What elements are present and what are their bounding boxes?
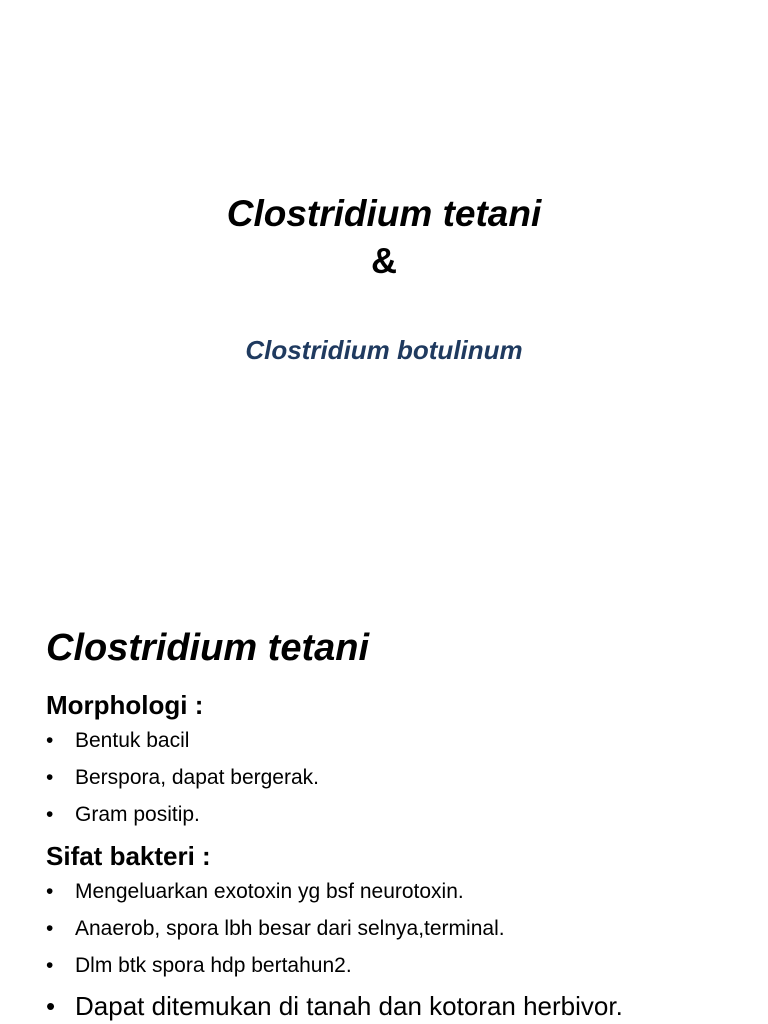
list-item-text: Gram positip. bbox=[75, 803, 200, 826]
bullet-icon: • bbox=[46, 991, 56, 1021]
sifat-bakteri-list bbox=[46, 879, 623, 1024]
list-item bbox=[46, 953, 623, 979]
bullet-icon: • bbox=[46, 954, 54, 977]
morphologi-list bbox=[46, 728, 319, 839]
bullet-icon: • bbox=[46, 917, 54, 940]
list-item-text: Bentuk bacil bbox=[75, 729, 190, 752]
list-item-text: Dapat ditemukan di tanah dan kotoran herbivor. bbox=[75, 991, 623, 1021]
list-item-text: Mengeluarkan exotoxin yg bsf neurotoxin. bbox=[75, 880, 464, 903]
list-item bbox=[46, 990, 623, 1022]
list-item-text: Dlm btk spora hdp bertahun2. bbox=[75, 954, 352, 977]
slide-subtitle: Clostridium botulinum bbox=[245, 335, 523, 365]
bullet-icon: • bbox=[46, 729, 54, 752]
list-item bbox=[46, 916, 623, 942]
list-item bbox=[46, 802, 319, 828]
bullet-icon: • bbox=[46, 803, 54, 826]
list-item-text: Berspora, dapat bergerak. bbox=[75, 766, 319, 789]
morphologi-heading: Morphologi : bbox=[46, 690, 204, 720]
content-slide bbox=[0, 576, 768, 1024]
bullet-icon: • bbox=[46, 766, 54, 789]
bullet-icon: • bbox=[46, 880, 54, 903]
slide-title: Clostridium tetani bbox=[226, 193, 542, 234]
list-item bbox=[46, 879, 623, 905]
title-block bbox=[0, 190, 768, 284]
list-item bbox=[46, 728, 319, 754]
sifat-bakteri-heading: Sifat bakteri : bbox=[46, 841, 211, 871]
list-item-text: Anaerob, spora lbh besar dari selnya,terminal. bbox=[75, 917, 505, 940]
content-slide-title: Clostridium tetani bbox=[46, 627, 370, 669]
title-ampersand: & bbox=[371, 240, 397, 281]
list-item bbox=[46, 765, 319, 791]
